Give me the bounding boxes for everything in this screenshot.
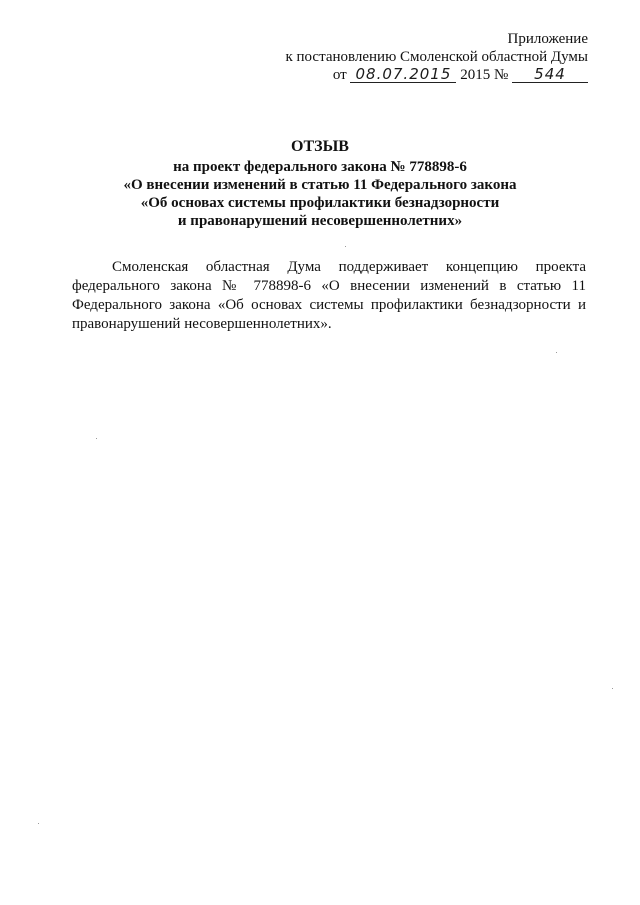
resolution-date-row: [285, 66, 588, 84]
handwritten-number: 544: [512, 66, 588, 83]
scan-speck: [96, 438, 97, 439]
title-main: ОТЗЫВ: [291, 138, 349, 155]
scan-speck: [556, 352, 557, 353]
appendix-header: [285, 30, 588, 84]
document-title: [60, 138, 580, 230]
title-line-1: на проект федерального закона № 778898-6: [173, 159, 467, 175]
scan-speck: [612, 688, 613, 689]
title-line-4: и правонарушений несовершеннолетних»: [177, 213, 463, 229]
scan-speck: [38, 823, 39, 824]
handwritten-date: 08.07.2015: [350, 66, 456, 83]
appendix-label: Приложение: [507, 31, 588, 47]
resolution-reference: к постановлению Смоленской областной Думы: [285, 49, 588, 65]
scan-speck: [345, 246, 346, 247]
year-number-label: 2015 №: [460, 67, 509, 83]
date-prefix: от: [332, 67, 347, 83]
body-paragraph: Смоленская областная Дума поддерживает концепцию проекта федерального закона № 778898-6 «О внесении изменений в статью 11 Федерального закона «Об основах системы профилактики безнадзорности и правонарушений несовершеннолетних».: [72, 259, 586, 332]
title-line-3: «Об основах системы профилактики безнадзорности: [140, 195, 500, 211]
title-line-2: «О внесении изменений в статью 11 Федерального закона: [123, 177, 517, 193]
